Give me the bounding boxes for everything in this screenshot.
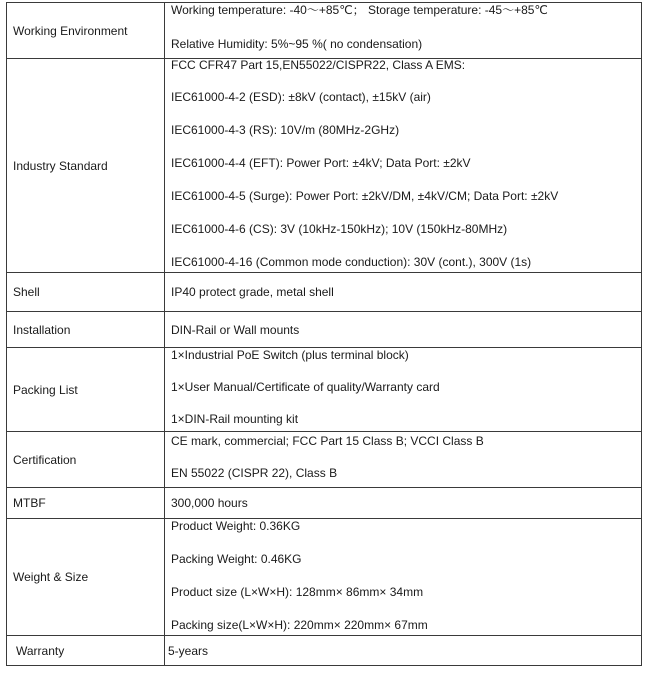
spec-line: IEC61000-4-5 (Surge): Power Port: ±2kV/DM, ±4kV/CM; Data Port: ±2kV (171, 189, 559, 203)
spec-label: Industry Standard (7, 59, 165, 273)
spec-line: Packing size(L×W×H): 220mm× 220mm× 67mm (171, 617, 428, 632)
spec-value (165, 312, 642, 348)
spec-label: Installation (7, 312, 165, 348)
spec-label: Working Environment (7, 3, 165, 59)
spec-line: IP40 protect grade, metal shell (171, 285, 334, 299)
spec-line: IEC61000-4-2 (ESD): ±8kV (contact), ±15kV (air) (171, 90, 431, 104)
spec-line: IEC61000-4-3 (RS): 10V/m (80MHz-2GHz) (171, 123, 400, 137)
spec-label: Warranty (7, 636, 165, 666)
spec-line: 1×DIN-Rail mounting kit (171, 411, 299, 426)
spec-line: Relative Humidity: 5%~95 %( no condensation) (171, 36, 423, 51)
spec-label: Weight & Size (7, 519, 165, 636)
spec-line: EN 55022 (CISPR 22), Class B (171, 465, 338, 480)
spec-value (165, 273, 642, 312)
spec-label: Packing List (7, 348, 165, 432)
spec-row-installation (7, 312, 642, 348)
spec-line: 5-years (168, 643, 209, 658)
spec-line: 300,000 hours (171, 496, 248, 510)
spec-value (165, 59, 642, 273)
spec-value (165, 3, 642, 59)
spec-line: 1×Industrial PoE Switch (plus terminal block) (171, 347, 409, 362)
spec-value (165, 636, 642, 666)
spec-value (165, 519, 642, 636)
spec-row-shell (7, 273, 642, 312)
spec-line: CE mark, commercial; FCC Part 15 Class B; VCCI Class B (171, 433, 484, 448)
spec-value (165, 348, 642, 432)
spec-row-warranty (7, 636, 642, 666)
spec-row-industry-standard (7, 59, 642, 273)
spec-row-weight-size (7, 519, 642, 636)
spec-line: Product size (L×W×H): 128mm× 86mm× 34mm (171, 584, 424, 599)
spec-line: FCC CFR47 Part 15,EN55022/CISPR22, Class A EMS: (171, 58, 466, 72)
spec-line: 1×User Manual/Certificate of quality/Warranty card (171, 379, 440, 394)
spec-line: Product Weight: 0.36KG (171, 518, 301, 533)
spec-label: Certification (7, 432, 165, 488)
spec-line: IEC61000-4-16 (Common mode conduction): 30V (cont.), 300V (1s) (171, 255, 532, 269)
spec-line: Packing Weight: 0.46KG (171, 551, 302, 566)
spec-label: MTBF (7, 488, 165, 519)
spec-row-mtbf (7, 488, 642, 519)
spec-value (165, 432, 642, 488)
spec-label: Shell (7, 273, 165, 312)
spec-row-certification (7, 432, 642, 488)
spec-line: DIN-Rail or Wall mounts (171, 322, 300, 337)
spec-row-packing-list (7, 348, 642, 432)
spec-table (6, 2, 642, 666)
spec-value (165, 488, 642, 519)
spec-row-working-environment (7, 3, 642, 59)
spec-line: Working temperature: -40～+85℃； Storage temperature: -45～+85℃ (171, 2, 548, 17)
spec-line: IEC61000-4-4 (EFT): Power Port: ±4kV; Data Port: ±2kV (171, 156, 471, 170)
spec-line: IEC61000-4-6 (CS): 3V (10kHz-150kHz); 10V (150kHz-80MHz) (171, 222, 508, 236)
